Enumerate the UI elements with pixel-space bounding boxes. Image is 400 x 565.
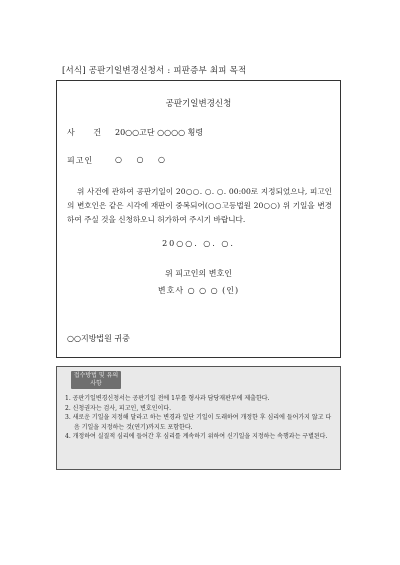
notes-list	[65, 394, 332, 442]
notes-tag: 접수방법 및 유의사항	[71, 371, 121, 389]
document-heading: 공판기일변경신청	[165, 99, 232, 109]
date-line: 20○○. ○. ○.	[162, 239, 235, 248]
note-item: 2. 신청권자는 검사, 피고인, 변호인이다.	[65, 404, 172, 412]
counsel-signature: 변호사 ○ ○ ○ (인)	[157, 286, 240, 295]
application-form	[56, 80, 341, 358]
note-item: 4. 개정하여 실질적 심리에 들어간 후 심리를 계속하기 위하여 신기일을 지정하는 속행과는 구별된다.	[65, 433, 328, 440]
case-value: 20○○고단 ○○○○ 횡령	[115, 128, 204, 137]
defendant-value: ○ ○ ○	[115, 155, 172, 164]
notes-panel	[56, 366, 341, 470]
request-body: 위 사건에 관하여 공판기일이 20○○. ○. ○. 00:00로 지정되었으나, 피고인의 변호인은 같은 시각에 재판이 중복되어(○○고등법원 20○○) 위 기일을 변경하여 주실 것을 신청하오니 허가하여 주시기 바랍니다.	[67, 187, 332, 224]
counsel-title: 위 피고인의 변호인	[165, 269, 232, 278]
court-addressee: ○○지방법원 귀중	[67, 334, 130, 343]
note-item: 1. 공판기일변경신청서는 공판기일 전에 1부를 형사과 담당재판부에 제출한다.	[65, 395, 270, 402]
defendant-label: 피고인	[67, 156, 94, 165]
case-label: 사 건	[67, 128, 109, 137]
note-item: 3. 새로운 기일을 지정해 달라고 하는 변경과 일단 기일이 도래하여 개정한 후 심리에 들어가지 않고 다음 기일을 지정하는 것(연기)까지도 포함한다.	[65, 414, 332, 431]
form-title: [서식] 공판기일변경신청서 : 피판증부 최피 목적	[62, 66, 247, 76]
